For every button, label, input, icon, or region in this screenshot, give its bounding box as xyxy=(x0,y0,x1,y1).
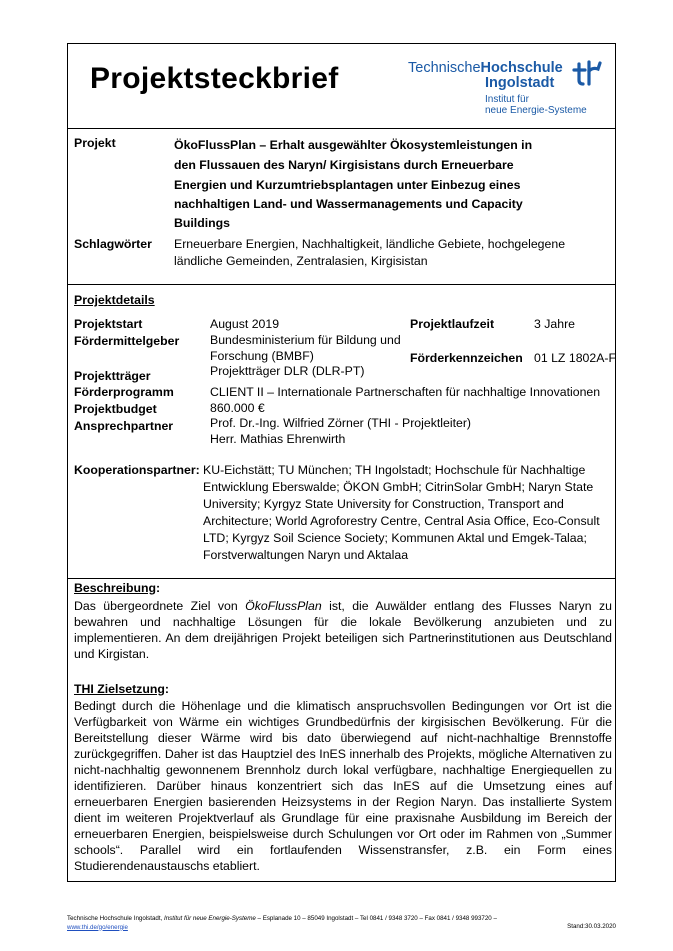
logo-text: Ingolstadt xyxy=(485,75,555,91)
logo-text: Hochschule xyxy=(480,60,563,76)
schlagwoerter-line: ländliche Gemeinden, Zentralasien, Kirgisistan xyxy=(174,254,428,268)
foerdermittelgeber-value: Bundesministerium für Bildung und xyxy=(210,333,401,347)
foerdermittelgeber-value: Forschung (BMBF) xyxy=(210,349,314,363)
beschreibung-heading: Beschreibung: xyxy=(74,581,161,595)
foerderprogramm-label: Förderprogramm xyxy=(74,385,174,399)
laufzeit-value: 3 Jahre xyxy=(534,317,576,331)
projekt-title-line: nachhaltigen Land- und Wassermanagements und Capacity xyxy=(174,197,523,211)
budget-value: 860.000 € xyxy=(210,401,265,415)
logo-text: neue Energie-Systeme xyxy=(485,105,587,116)
laufzeit-label: Projektlaufzeit xyxy=(410,317,495,331)
project-name-emphasis: ÖkoFlussPlan xyxy=(245,599,322,613)
thi-logo-icon xyxy=(571,58,603,90)
details-heading: Projektdetails xyxy=(74,293,155,307)
schlagwoerter-line: Erneuerbare Energien, Nachhaltigkeit, ländliche Gebiete, hochgelegene xyxy=(174,237,566,251)
projekttraeger-value: Projektträger DLR (DLR-PT) xyxy=(210,364,365,378)
thi-logo xyxy=(408,56,603,121)
ansprechpartner-value: Herr. Mathias Ehrenwirth xyxy=(210,432,346,446)
kooperation-line: KU-Eichstätt; TU München; TH Ingolstadt; Hochschule für Nachhaltige xyxy=(203,463,586,477)
footer-link[interactable]: www.thi.de/go/energie xyxy=(67,923,128,931)
projekt-title-line: ÖkoFlussPlan – Erhalt ausgewählter Ökosystemleistungen in xyxy=(174,138,533,152)
divider xyxy=(67,284,616,285)
projektstart-label: Projektstart xyxy=(74,317,143,331)
zielsetzung-text: Bedingt durch die Höhenlage und die klimatisch anspruchsvollen Bedingungen vor Ort ist die Verfügbarkeit von Wärme ein wichtiges Grundbedürfnis der kirgisischen Bevölkerung. Für die Bereitstellung dieser Wärme wird bis dato überwiegend auf nicht-nachhaltige Brennstoffe zurückgegriffen. Daher ist das Hauptziel des InES innerhalb des Projekts, mögliche Alternativen zu nicht-nachhaltig gewonnenem Brennholz durch lokal verfügbare, nachhaltige Energiequellen zu identifizieren. Darüber hinaus konzentriert sich das InES auf die Umsetzung eines auf erneuerbaren Energien basierenden Heizsystems in der Region Naryn. Das installierte System dient im weiteren Projektverlauf als Grundlage für eine praxisnahe Ausbildung im Bereich der erneuerbaren Energien, beispielsweise durch Schulungen vor Ort oder im Rahmen von „Summer schools“. Parallel wird ein fortlaufenden Wissenstransfer, z.B. ein Form eines Studierendenaustauschs etabliert. xyxy=(74,699,612,873)
divider xyxy=(67,578,616,579)
budget-label: Projektbudget xyxy=(74,402,157,416)
ansprechpartner-label: Ansprechpartner xyxy=(74,419,174,433)
footer: Technische Hochschule Ingolstadt, Institut für neue Energie-Systeme – Esplanade 10 – 85049 Ingolstadt – Tel 0841 / 9348 3720 – Fax 0841 / 9348 993720 – www.thi.de/go/energie xyxy=(67,915,497,931)
stand-date: Stand:30.03.2020 xyxy=(567,923,616,930)
kooperation-line: University; Kyrgyz State University for Construction, Transport and xyxy=(203,497,564,511)
page-title: Projektsteckbrief xyxy=(90,62,339,95)
projekt-title-line: Buildings xyxy=(174,216,231,230)
logo-text: Technische xyxy=(408,60,481,76)
kooperation-label: Kooperationspartner: xyxy=(74,463,200,477)
projekt-label: Projekt xyxy=(74,136,116,150)
projektstart-value: August 2019 xyxy=(210,317,280,331)
kennzeichen-value: 01 LZ 1802A-F xyxy=(534,351,617,365)
logo-text: Institut für xyxy=(485,94,529,105)
kooperation-line: Entwicklung Eberswalde; ÖKON GmbH; CitrinSolar GmbH; Naryn State xyxy=(203,480,594,494)
divider xyxy=(67,128,616,129)
projekt-title-line: Energien und Kurzumtriebsplantagen unter Einbezug eines xyxy=(174,178,521,192)
schlagwoerter-label: Schlagwörter xyxy=(74,237,152,251)
ansprechpartner-value: Prof. Dr.-Ing. Wilfried Zörner (THI - Projektleiter) xyxy=(210,416,472,430)
kooperation-line: Architecture; World Agroforestry Centre, Central Asia Office, Eco-Consult xyxy=(203,514,600,528)
kennzeichen-label: Förderkennzeichen xyxy=(410,351,523,365)
kooperation-line: LTD; Kyrgyz Soil Science Society; Kommunen Aktal und Emgek-Talaa; xyxy=(203,531,587,545)
foerdermittelgeber-label: Fördermittelgeber xyxy=(74,334,180,348)
zielsetzung-heading: THI Zielsetzung: xyxy=(74,682,169,696)
projekt-title-line: den Flussauen des Naryn/ Kirgisistans durch Erneuerbare xyxy=(174,158,514,172)
beschreibung-text: Das übergeordnete Ziel von ÖkoFlussPlan ist, die Auwälder entlang des Flusses Naryn zu bewahren und nachhaltige Lösungen für die lokale Bevölkerung anzubieten und zu implementieren. An dem dreijährigen Projekt beteiligen sich Partnerinstitutionen aus Deutschland und Kirgistan. xyxy=(74,599,612,661)
projekttraeger-label: Projektträger xyxy=(74,369,151,383)
foerderprogramm-value: CLIENT II – Internationale Partnerschaften für nachhaltige Innovationen xyxy=(210,385,601,399)
kooperation-line: Forstverwaltungen Naryn und Aktalaa xyxy=(203,548,409,562)
